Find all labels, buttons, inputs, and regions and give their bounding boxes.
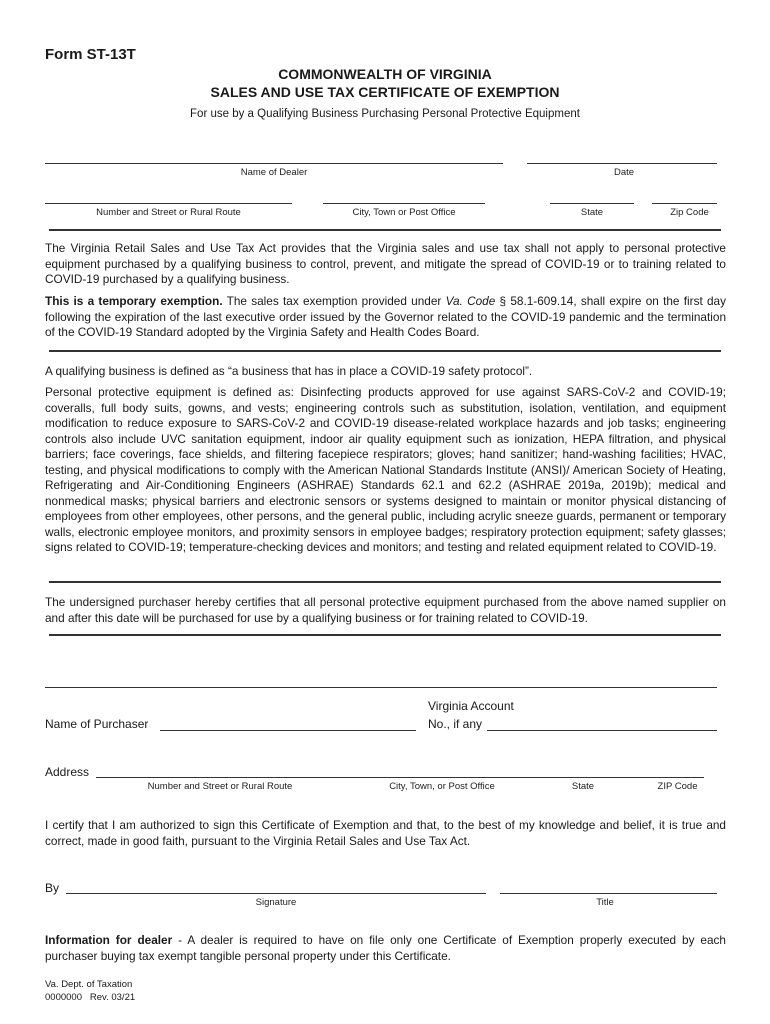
section-divider	[49, 581, 721, 583]
purchaser-name-field[interactable]	[160, 730, 416, 731]
purchaser-top-line	[45, 687, 717, 688]
dealer-zip-field[interactable]	[652, 203, 717, 204]
form-title-line2: SALES AND USE TAX CERTIFICATE OF EXEMPTION	[210, 84, 560, 100]
account-label-line2: No., if any	[428, 717, 483, 731]
dealer-city-label: City, Town or Post Office	[352, 207, 456, 218]
date-field[interactable]	[527, 163, 717, 164]
dealer-name-label: Name of Dealer	[240, 167, 308, 178]
by-label: By	[45, 881, 60, 895]
section-divider	[49, 229, 721, 231]
intro-paragraph: The Virginia Retail Sales and Use Tax Act provides that the Virginia sales and use tax shall not apply to personal protective equipment purchased by a qualifying business to control, prevent, and mitigate the spread of COVID-19 or to training related to COVID-19 purchased by a qualifying business.	[45, 241, 726, 286]
dealer-name-field[interactable]	[45, 163, 503, 164]
qualifying-business-definition: A qualifying business is defined as “a business that has in place a COVID-19 safety protocol”.	[45, 364, 533, 378]
dealer-state-label: State	[580, 207, 604, 218]
account-number-field[interactable]	[487, 730, 717, 731]
dealer-information-heading: Information for dealer	[45, 933, 173, 947]
footer-department: Va. Dept. of Taxation	[45, 979, 133, 990]
title-label: Title	[596, 897, 614, 908]
temporary-exemption-heading: This is a temporary exemption.	[45, 294, 223, 308]
ppe-definition: Personal protective equipment is defined as: Disinfecting products approved for use against SARS-CoV-2 and COVID-19; coveralls, full body suits, gowns, and vests; engineering controls such as substitution, isolation, ventilation, and equipment modification to reduce exposure to SARS-CoV-2 and COVID-19 disease-related workplace hazards and job tasks; engineering controls also include UVC sanitation equipment, indoor air quality equipment such as ionization, HEPA filtration, and physical barriers; face coverings, face shields, and filtering facepiece respirators; gloves; hand sanitizer; hand-washing facilities; HVAC, testing, and physical modifications to comply with the American National Standards Institute (ANSI)/ American Society of Heating, Refrigerating and Air-Conditioning Engineers (ASHRAE) Standards 62.1 and 62.2 (ASHRAE 2019a, 2019b); medical and nonmedical masks; physical barriers and electronic sensors or systems designed to maintain or monitor physical distancing of employees from other employees, other persons, and the general public, including acrylic sneeze guards, permanent or temporary walls, electronic employee monitors, and proximity sensors in employee badges; respiratory protection equipment; safety glasses; signs related to COVID-19; temperature-checking devices and monitors; and testing and related equipment related to COVID-19.	[45, 385, 726, 554]
dealer-state-field[interactable]	[550, 203, 634, 204]
address-field[interactable]	[96, 777, 704, 778]
va-code-reference: Va. Code	[445, 294, 496, 308]
section-divider	[49, 634, 721, 636]
date-label: Date	[613, 167, 635, 178]
form-subtitle: For use by a Qualifying Business Purchasing Personal Protective Equipment	[190, 108, 580, 120]
account-label-line1: Virginia Account	[428, 699, 514, 713]
signature-field[interactable]	[66, 893, 486, 894]
dealer-street-label: Number and Street or Rural Route	[96, 207, 241, 218]
authorization-certification: I certify that I am authorized to sign this Certificate of Exemption and that, to the best of my knowledge and belief, it is true and correct, made in good faith, pursuant to the Virginia Retail Sales and Use Tax Act.	[45, 818, 726, 848]
dealer-city-field[interactable]	[323, 203, 485, 204]
purchaser-zip-label: ZIP Code	[657, 781, 698, 792]
dealer-information-text: - A dealer is required to have on file only one Certificate of Exemption properly executed by each purchaser buying tax exempt tangible personal property under this Certificate.	[45, 933, 726, 963]
purchaser-certification: The undersigned purchaser hereby certifies that all personal protective equipment purchased from the above named supplier on and after this date will be purchased for use by a qualifying business or for training related to COVID-19.	[45, 595, 726, 625]
signature-label: Signature	[255, 897, 297, 908]
form-number: Form ST-13T	[45, 46, 136, 63]
address-label: Address	[45, 765, 90, 779]
temporary-exemption-text-a: The sales tax exemption provided under	[222, 294, 446, 308]
dealer-zip-label: Zip Code	[670, 207, 709, 218]
temporary-exemption-text-b: § 58.1-609.14, shall expire on the first day following the expiration of the last executive order issued by the Governor related to the COVID-19 pandemic and the termination of the COVID-19 Standard adopted by the Virginia Safety and Health Codes Board.	[45, 294, 727, 339]
dealer-information	[45, 933, 726, 964]
purchaser-state-label: State	[571, 781, 595, 792]
purchaser-name-label: Name of Purchaser	[45, 717, 149, 731]
form-title-line1: COMMONWEALTH OF VIRGINIA	[278, 66, 492, 82]
purchaser-city-label: City, Town, or Post Office	[389, 781, 495, 792]
title-field[interactable]	[500, 893, 717, 894]
section-divider	[49, 350, 721, 352]
dealer-street-field[interactable]	[45, 203, 292, 204]
footer-revision: 0000000 Rev. 03/21	[45, 992, 136, 1003]
purchaser-street-label: Number and Street or Rural Route	[147, 781, 293, 792]
temporary-exemption-paragraph	[45, 294, 726, 341]
